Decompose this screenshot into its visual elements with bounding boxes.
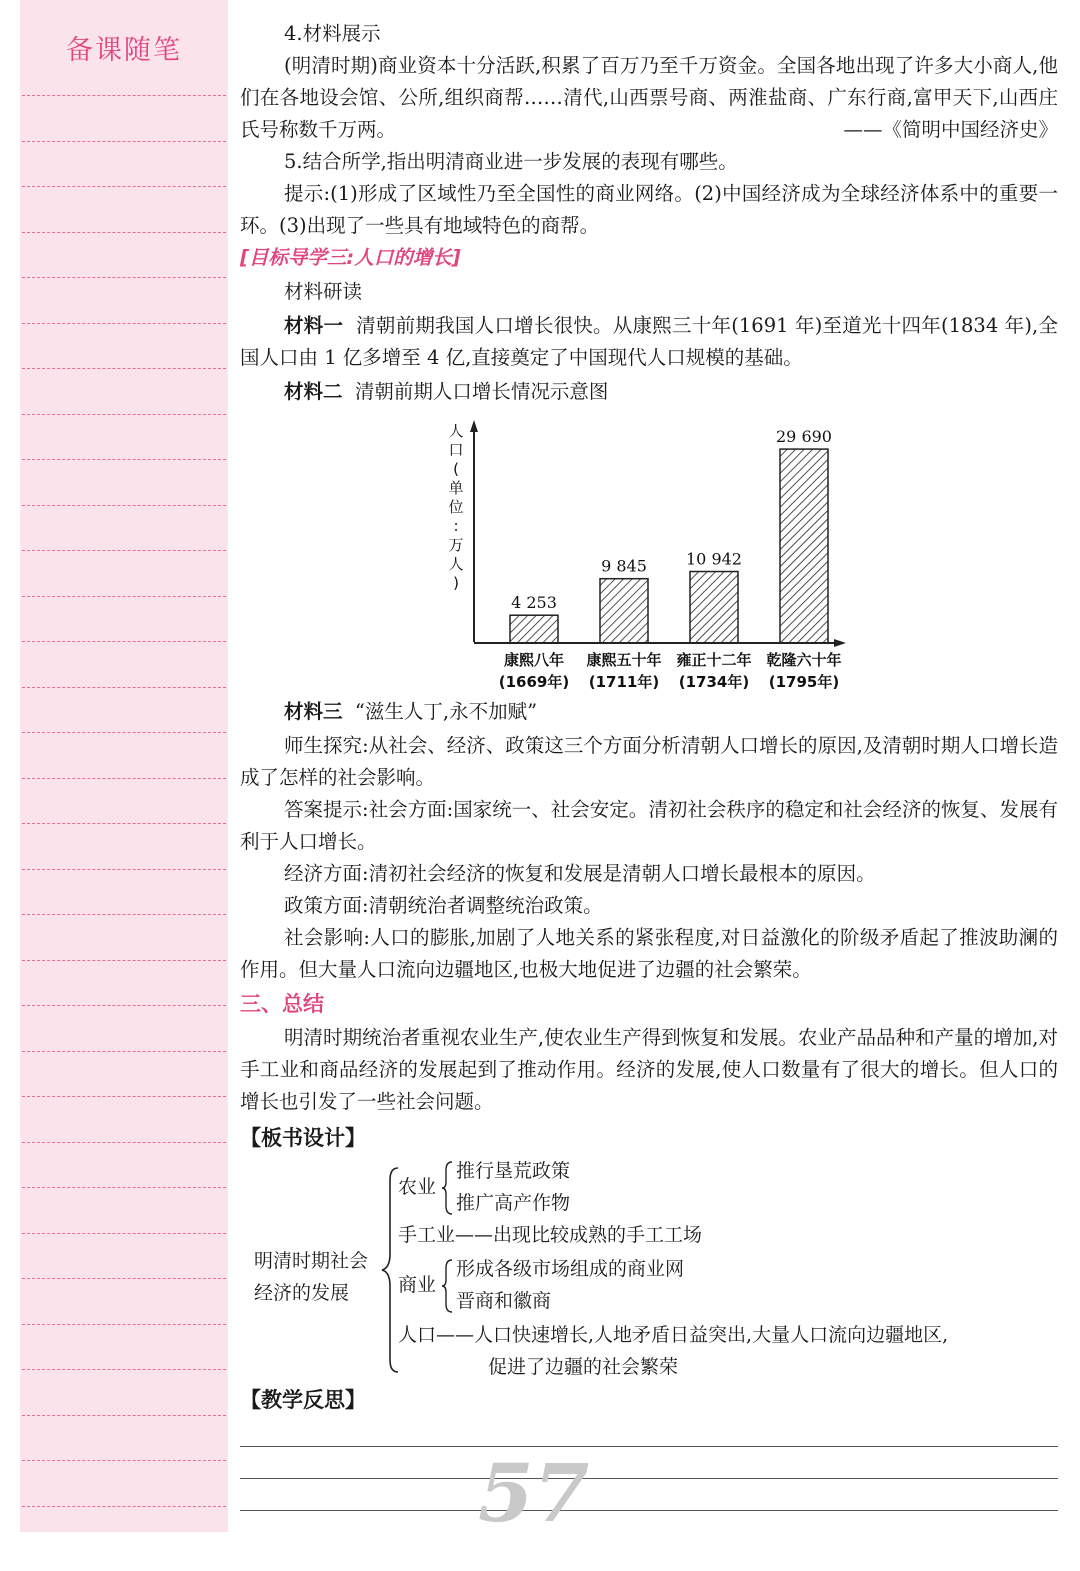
sidebar-note-line: [22, 1506, 226, 1507]
reflection-line: [240, 1478, 1058, 1479]
sidebar-note-line: [22, 368, 226, 369]
chart-bar: [780, 449, 828, 643]
sidebar-note-line: [22, 459, 226, 460]
chart-value-label: 4 253: [511, 593, 557, 613]
board-craft: 手工业——出现比较成熟的手工工场: [398, 1224, 703, 1246]
sidebar-notes-column: [20, 0, 228, 1532]
target3-study: 材料研读: [284, 280, 363, 303]
board-heading: 【板书设计】: [240, 1126, 366, 1150]
board-root-line1: 明清时期社会: [254, 1250, 369, 1272]
chart-value-label: 29 690: [776, 427, 832, 447]
material3-text: “滋生人丁,永不加赋”: [354, 700, 538, 723]
summary-heading: 三、总结: [240, 992, 324, 1016]
board-commerce-2: 晋商和徽商: [456, 1290, 552, 1312]
chart-category-label: 康熙五十年: [586, 651, 662, 669]
reflection-line: [240, 1446, 1058, 1447]
population-bar-chart: [440, 414, 910, 704]
board-root-line2: 经济的发展: [254, 1282, 350, 1304]
section5-hint: 提示:(1)形成了区域性乃至全国性的商业网络。(2)中国经济成为全球经济体系中的重要一环。(3)出现了一些具有地域特色的商帮。: [240, 182, 1058, 237]
sidebar-note-line: [22, 869, 226, 870]
board-commerce-1: 形成各级市场组成的商业网: [456, 1258, 685, 1280]
page-number: 57: [478, 1446, 590, 1540]
inquiry-answer-social: 答案提示:社会方面:国家统一、社会安定。清初社会秩序的稳定和社会经济的恢复、发展有利于人口增长。: [240, 798, 1058, 853]
chart-bar: [690, 572, 738, 643]
material1-label: 材料一: [284, 314, 344, 337]
board-commerce-brace: [440, 1256, 456, 1316]
sidebar-note-line: [22, 1233, 226, 1234]
chart-category-label: 雍正十二年: [676, 651, 752, 669]
section4-source: ——《简明中国经济史》: [843, 118, 1058, 141]
sidebar-note-line: [22, 687, 226, 688]
chart-ylabel-char: 人: [448, 555, 464, 573]
board-population: 人口——人口快速增长,人地矛盾日益突出,大量人口流向边疆地区,: [398, 1324, 949, 1346]
sidebar-note-line: [22, 1187, 226, 1188]
chart-ylabel-char: 万: [448, 536, 464, 554]
sidebar-note-line: [22, 732, 226, 733]
chart-ylabel-char: ): [453, 574, 459, 592]
sidebar-note-line: [22, 550, 226, 551]
sidebar-note-line: [22, 823, 226, 824]
chart-ylabel-char: 人: [448, 422, 464, 440]
material3-label: 材料三: [284, 700, 343, 723]
sidebar-note-line: [22, 505, 226, 506]
material3: [240, 696, 1058, 728]
sidebar-note-line: [22, 323, 226, 324]
sidebar-note-line: [22, 641, 226, 642]
reflection-line: [240, 1510, 1058, 1511]
board-agri: 农业: [398, 1176, 437, 1198]
chart-ylabel-char: 位: [448, 498, 464, 516]
chart-year-label: (1795年): [768, 673, 840, 691]
chart-ylabel-char: (: [453, 460, 459, 478]
board-population-2: 促进了边疆的社会繁荣: [488, 1356, 679, 1378]
board-agri-2: 推广高产作物: [456, 1192, 571, 1214]
sidebar-note-line: [22, 1415, 226, 1416]
inquiry-answer-policy: 政策方面:清朝统治者调整统治政策。: [284, 894, 603, 917]
sidebar-note-line: [22, 1460, 226, 1461]
chart-value-label: 9 845: [601, 556, 647, 576]
sidebar-note-line: [22, 1142, 226, 1143]
chart-category-label: 康熙八年: [503, 651, 565, 669]
chart-year-label: (1711年): [588, 673, 660, 691]
chart-y-arrow: [470, 420, 478, 432]
sidebar-note-line: [22, 914, 226, 915]
chart-year-label: (1734年): [678, 673, 750, 691]
sidebar-note-line: [22, 1051, 226, 1052]
material2-label: 材料二: [284, 380, 343, 403]
material1: [240, 310, 1058, 374]
summary-text: 明清时期统治者重视农业生产,使农业生产得到恢复和发展。农业产品品种和产量的增加,对手工业和商品经济的发展起到了推动作用。经济的发展,使人口数量有了很大的增长。但人口的增长也引发了一些社会问题。: [240, 1026, 1058, 1113]
sidebar-note-line: [22, 1005, 226, 1006]
board-commerce: 商业: [398, 1274, 437, 1296]
chart-bar: [600, 579, 648, 643]
section4-paragraph: (明清时期)商业资本十分活跃,积累了百万乃至千万资金。全国各地出现了许多大小商人,他们在各地设会馆、公所,组织商帮……清代,山西票号商、两淮盐商、广东行商,富甲天下,山西庄氏号称数千万两。: [240, 54, 1058, 141]
inquiry-answer-impact: 社会影响:人口的膨胀,加剧了人地关系的紧张程度,对日益激化的阶级矛盾起了推波助澜的作用。但大量人口流向边疆地区,也极大地促进了边疆的社会繁荣。: [240, 926, 1058, 981]
sidebar-note-line: [22, 778, 226, 779]
sidebar-note-line: [22, 141, 226, 142]
sidebar-note-line: [22, 414, 226, 415]
board-agri-1: 推行垦荒政策: [456, 1160, 571, 1182]
inquiry-question: 师生探究:从社会、经济、政策这三个方面分析清朝人口增长的原因,及清朝时期人口增长造成了怎样的社会影响。: [240, 734, 1058, 789]
board-agri-brace: [440, 1158, 456, 1218]
chart-ylabel-char: :: [453, 517, 459, 535]
chart-ylabel: [448, 422, 463, 592]
reflection-heading: 【教学反思】: [240, 1388, 366, 1412]
sidebar-note-line: [22, 1369, 226, 1370]
material2: [240, 376, 1058, 408]
chart-ylabel-char: 单: [448, 479, 464, 497]
chart-year-label: (1669年): [498, 673, 570, 691]
section4-heading: 4.材料展示: [284, 22, 381, 45]
sidebar-note-line: [22, 186, 226, 187]
target3-title: [目标导学三:人口的增长]: [240, 246, 461, 269]
sidebar-title: 备课随笔: [66, 35, 182, 66]
material1-text: 清朝前期我国人口增长很快。从康熙三十年(1691 年)至道光十四年(1834 年),全国人口由 1 亿多增至 4 亿,直接奠定了中国现代人口规模的基础。: [240, 314, 1058, 369]
chart-ylabel-char: 口: [448, 441, 464, 459]
sidebar-note-line: [22, 95, 226, 96]
sidebar-note-line: [22, 277, 226, 278]
section5-question: 5.结合所学,指出明清商业进一步发展的表现有哪些。: [284, 150, 738, 173]
chart-bar: [510, 615, 558, 643]
sidebar-note-line: [22, 232, 226, 233]
inquiry-answer-economy: 经济方面:清初社会经济的恢复和发展是清朝人口增长最根本的原因。: [284, 862, 876, 885]
sidebar-note-line: [22, 596, 226, 597]
chart-x-arrow: [834, 639, 846, 647]
material2-text: 清朝前期人口增长情况示意图: [354, 380, 609, 403]
chart-category-label: 乾隆六十年: [766, 651, 842, 669]
sidebar-note-line: [22, 1278, 226, 1279]
chart-value-label: 10 942: [686, 549, 742, 569]
sidebar-note-line: [22, 1324, 226, 1325]
sidebar-note-line: [22, 960, 226, 961]
sidebar-note-line: [22, 1096, 226, 1097]
